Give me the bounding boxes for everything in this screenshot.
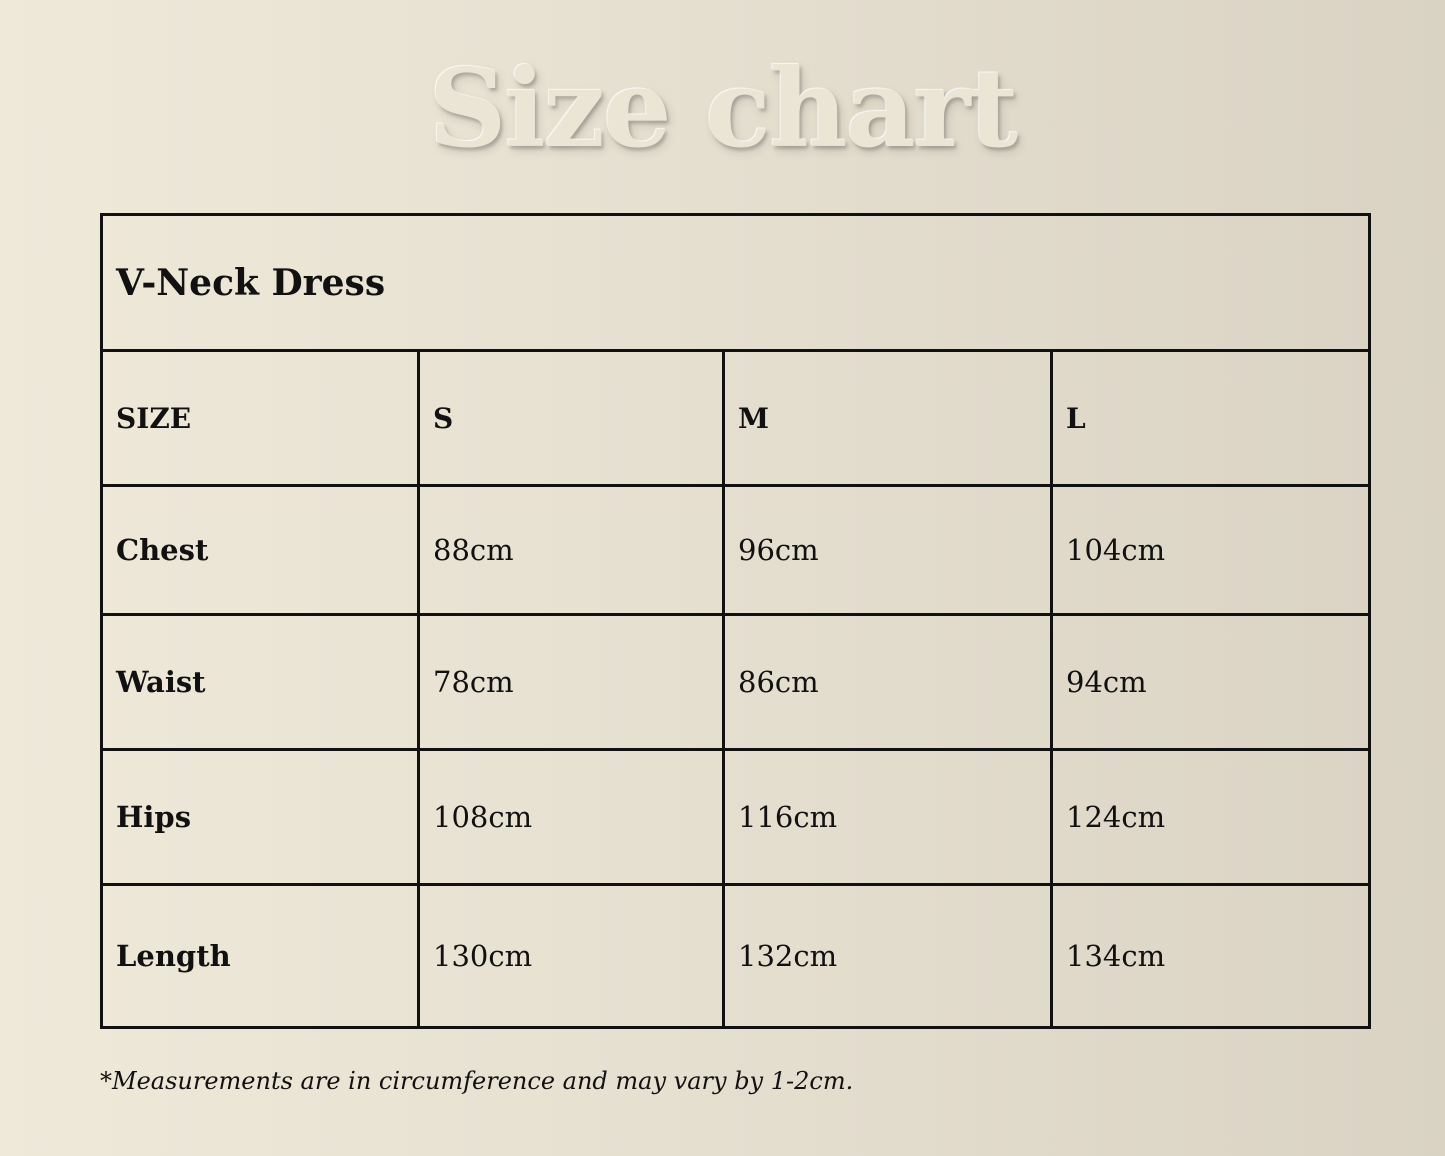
table-cell: 96cm [724,486,1052,615]
table-caption-row [102,215,1370,351]
row-label: Chest [102,486,419,615]
header-l: L [1052,351,1370,486]
table-row-chest [102,486,1370,615]
table-cell: 132cm [724,885,1052,1028]
table-cell: 134cm [1052,885,1370,1028]
table-cell: 116cm [724,750,1052,885]
table-cell: 124cm [1052,750,1370,885]
table-cell: 94cm [1052,615,1370,750]
header-s: S [419,351,724,486]
row-label: Waist [102,615,419,750]
row-label: Hips [102,750,419,885]
header-size: SIZE [102,351,419,486]
table-row-length [102,885,1370,1028]
footnote: *Measurements are in circumference and may vary by 1-2cm. [100,1067,854,1095]
row-label: Length [102,885,419,1028]
size-table [100,213,1371,1029]
table-cell: 78cm [419,615,724,750]
table-row-hips [102,750,1370,885]
table-cell: 88cm [419,486,724,615]
table-caption: V-Neck Dress [102,215,1370,351]
table-cell: 86cm [724,615,1052,750]
table-cell: 130cm [419,885,724,1028]
table-cell: 104cm [1052,486,1370,615]
table-cell: 108cm [419,750,724,885]
table-row-waist [102,615,1370,750]
page-title: Size chart [428,46,1017,172]
header-m: M [724,351,1052,486]
table-header-row [102,351,1370,486]
